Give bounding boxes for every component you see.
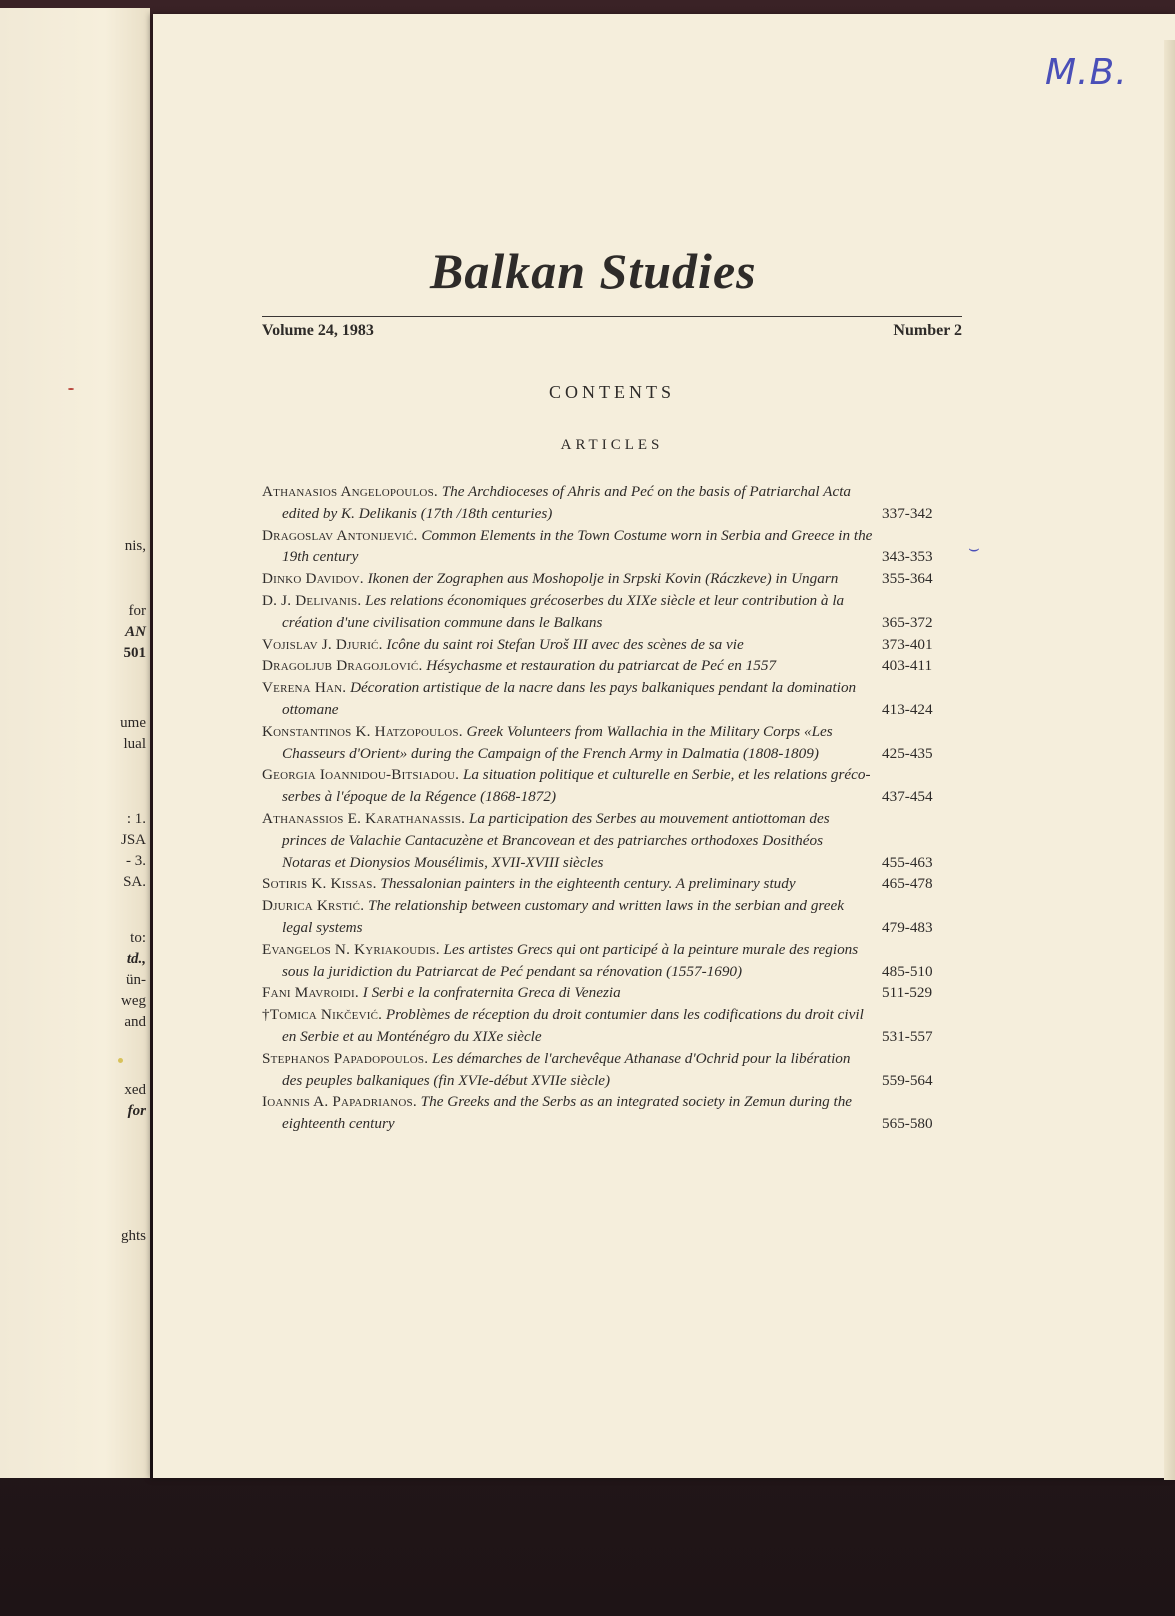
ink-speck [68, 388, 74, 390]
article-title: La situation politique et culturelle en Serbie, et les relations gréco-serbes à l'époque de la Régence (1868-1872) [282, 766, 871, 806]
article-entry [262, 808, 962, 873]
left-page-fragment: ghts [120, 1228, 146, 1244]
left-page-fragment: 501 [123, 645, 146, 661]
article-entry [262, 568, 962, 590]
left-page-fragment: td., [126, 951, 146, 967]
left-page-fragment: AN [125, 624, 146, 640]
article-citation [262, 939, 874, 983]
article-entry [262, 655, 962, 677]
article-author: Fani Mavroidi. [262, 984, 359, 1002]
issue-number: Number 2 [893, 322, 962, 339]
article-pages: 465-478 [882, 875, 933, 893]
article-entry [262, 677, 962, 721]
left-page-fragment: ün- [126, 972, 146, 988]
article-pages: 413-424 [882, 700, 933, 718]
article-author: Athanassios E. Karathanassis. [262, 809, 466, 827]
article-citation [262, 1004, 874, 1048]
article-citation [262, 895, 874, 939]
article-author: Stephanos Papadopoulos. [262, 1049, 429, 1067]
article-title: Ikonen der Zographen aus Moshopolje in Srpski Kovin (Ráczkeve) in Ungarn [367, 570, 839, 588]
left-page-fragment: and [124, 1014, 146, 1030]
left-page-fragment: to: [130, 930, 146, 946]
article-citation [262, 721, 874, 765]
article-pages: 559-564 [882, 1071, 933, 1089]
article-pages: 355-364 [882, 570, 933, 588]
ink-speck [118, 1058, 123, 1063]
article-citation [262, 1048, 874, 1092]
left-page-fragment: : 1. [126, 811, 146, 827]
left-page-fragment: xed [124, 1082, 146, 1098]
article-title: Hésychasme et restauration du patriarcat de Peć en 1557 [426, 657, 777, 675]
page-edge [1164, 40, 1175, 1480]
article-entry [262, 634, 962, 656]
article-title: Problèmes de réception du droit contumier dans les codifications du droit civil en Serbie et au Monténégro du XIXe siècle [282, 1006, 864, 1045]
title-rule [262, 316, 962, 317]
article-entry [262, 1091, 962, 1135]
article-pages: 403-411 [882, 657, 933, 675]
article-title: Common Elements in the Town Costume worn in Serbia and Greece in the 19th century [282, 526, 873, 566]
articles-heading: ARTICLES [560, 437, 664, 453]
article-pages: 479-483 [882, 918, 933, 936]
article-title: Greek Volunteers from Wallachia in the Military Corps «Les Chasseurs d'Orient» during the Campaign of the French Army in Dalmatia (1808-1809) [282, 722, 833, 762]
article-list [262, 481, 962, 1135]
article-title: Décoration artistique de la nacre dans les pays balkaniques pendant la domination ottomane [282, 679, 857, 718]
article-author: Sotiris K. Kissas. [262, 875, 377, 893]
article-pages: 565-580 [882, 1115, 933, 1133]
left-page-fragment: for [128, 603, 146, 619]
article-citation [262, 808, 874, 873]
article-author: †Tomica Nikčević. [262, 1006, 383, 1024]
article-entry [262, 721, 962, 765]
article-citation [262, 525, 874, 569]
article-citation [262, 873, 874, 895]
left-page [0, 8, 150, 1478]
volume-label: Volume 24, 1983 [262, 322, 374, 339]
article-title: The Archdioceses of Ahris and Peć on the basis of Patriarchal Acta edited by K. Delikanis (17th /18th centuries) [282, 483, 852, 522]
article-pages: 343-353 [882, 548, 933, 566]
article-pages: 531-557 [882, 1027, 933, 1045]
article-pages: 455-463 [882, 853, 933, 871]
article-entry [262, 982, 962, 1004]
article-citation [262, 677, 874, 721]
article-pages: 485-510 [882, 962, 933, 980]
left-page-fragment: ume [120, 715, 146, 731]
left-page-fragment: weg [121, 993, 146, 1009]
article-author: Ioannis A. Papadrianos. [262, 1093, 417, 1111]
left-page-fragment: SA. [123, 874, 146, 890]
article-citation [262, 655, 874, 677]
journal-title: Balkan Studies [430, 243, 757, 299]
article-entry [262, 1048, 962, 1092]
article-citation [262, 481, 874, 525]
article-citation [262, 764, 874, 808]
article-title: Icône du saint roi Stefan Uroš III avec des scènes de sa vie [386, 635, 744, 653]
left-page-fragment: nis, [124, 538, 146, 554]
left-page-fragment: for [127, 1103, 146, 1119]
article-title: The Greeks and the Serbs as an integrated society in Zemun during the eighteenth century [282, 1093, 853, 1133]
article-title: Les relations économiques grécoserbes du XIXe siècle et leur contribution à la création d'une civilisation commune dans le Balkans [282, 591, 845, 631]
article-citation [262, 634, 874, 656]
article-entry [262, 481, 962, 525]
article-entry [262, 873, 962, 895]
article-entry [262, 525, 962, 569]
article-pages: 437-454 [882, 788, 933, 806]
left-page-fragment: lual [123, 736, 146, 752]
left-page-fragment: JSA [120, 832, 146, 848]
article-title: I Serbi e la confraternita Greca di Venezia [362, 984, 621, 1002]
check-mark-icon: ⌣ [968, 538, 980, 559]
handwritten-note: M.B. [1045, 52, 1128, 93]
article-title: Thessalonian painters in the eighteenth century. A preliminary study [380, 875, 796, 893]
article-title: Les artistes Grecs qui ont participé à la peinture murale des regions sous la juridiction du Patriarcat de Peć pendant sa rénovation (1557-1690) [282, 940, 859, 980]
article-citation [262, 568, 874, 590]
article-pages: 337-342 [882, 504, 933, 522]
article-author: Dragoslav Antonijević. [262, 526, 418, 544]
article-citation [262, 590, 874, 634]
article-title: La participation des Serbes au mouvement antiottoman des princes de Valachie Cantacuzène et Brancovean et des patriarches orthodoxes Dosithéos Notaras et Dionysios Mousélimis, XVII-XVIII siècles [282, 809, 830, 871]
article-pages: 425-435 [882, 744, 933, 762]
left-page-fragment: - 3. [126, 853, 146, 869]
article-entry [262, 764, 962, 808]
article-author: Georgia Ioannidou-Bitsiadou. [262, 766, 460, 784]
article-author: D. J. Delivanis. [262, 591, 362, 609]
article-pages: 511-529 [882, 984, 933, 1002]
article-author: Konstantinos K. Hatzopoulos. [262, 722, 463, 740]
article-author: Dinko Davidov. [262, 570, 364, 588]
article-author: Djurica Krstić. [262, 897, 365, 915]
contents-heading: CONTENTS [549, 382, 675, 402]
article-author: Verena Han. [262, 679, 347, 697]
article-entry [262, 590, 962, 634]
article-pages: 365-372 [882, 613, 933, 631]
article-author: Dragoljub Dragojlović. [262, 657, 423, 675]
article-title: The relationship between customary and written laws in the serbian and greek legal systems [282, 897, 844, 936]
article-entry [262, 939, 962, 983]
article-citation [262, 982, 874, 1004]
article-entry [262, 1004, 962, 1048]
article-author: Vojislav J. Djurić. [262, 635, 383, 653]
article-author: Athanasios Angelopoulos. [262, 483, 438, 500]
article-pages: 373-401 [882, 635, 933, 653]
article-title: Les démarches de l'archevêque Athanase d'Ochrid pour la libération des peuples balkaniques (fin XVIe-début XVIIe siècle) [282, 1049, 851, 1089]
article-citation [262, 1091, 874, 1135]
article-author: Evangelos N. Kyriakoudis. [262, 940, 440, 958]
article-entry [262, 895, 962, 939]
